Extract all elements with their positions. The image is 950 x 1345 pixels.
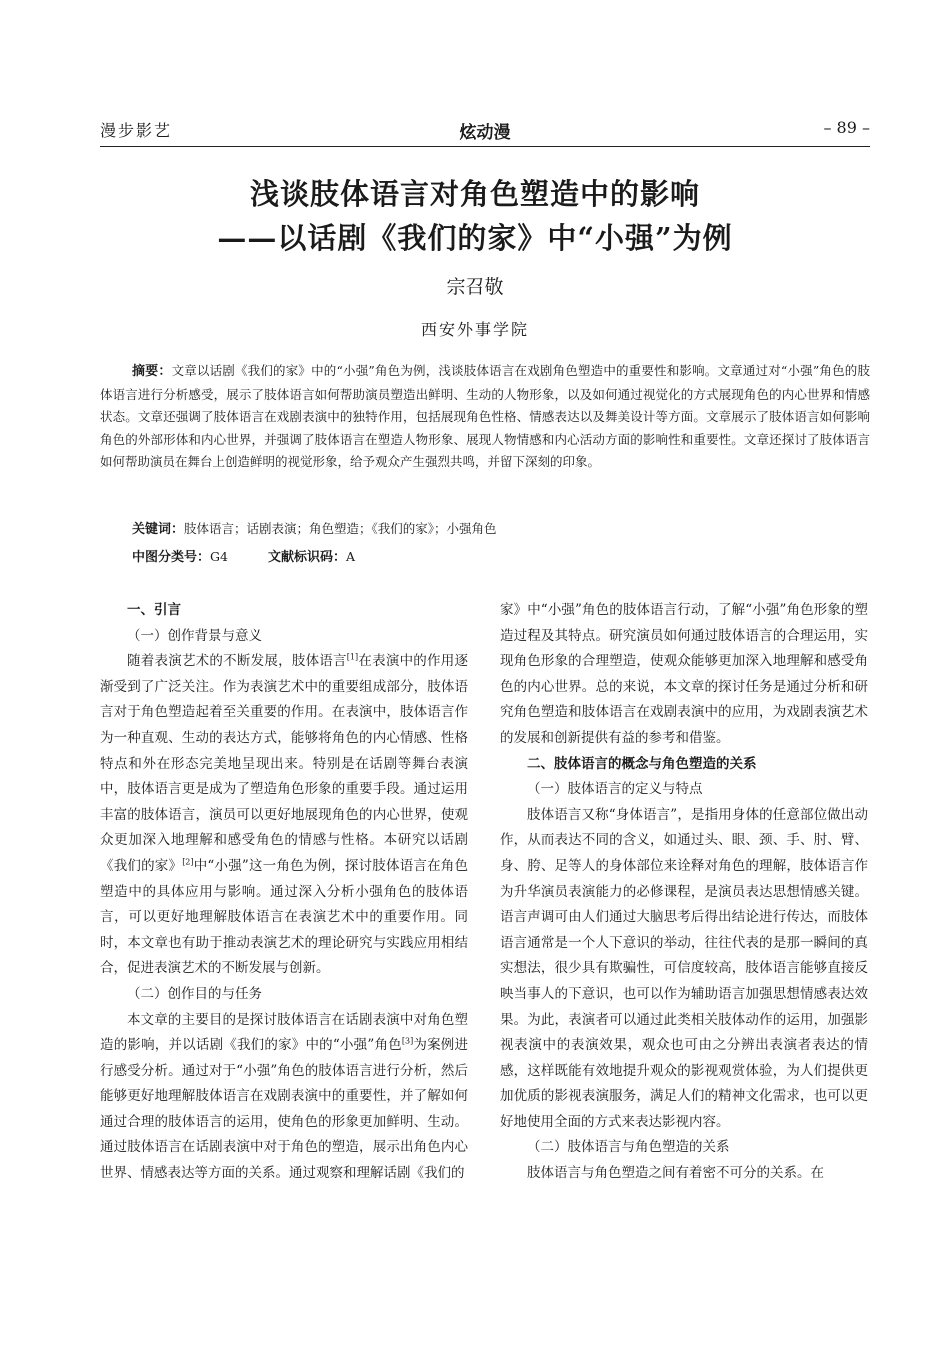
- citation-ref: [3]: [401, 1036, 414, 1046]
- abstract-text: 文章以话剧《我们的家》中的“小强”角色为例，浅谈肢体语言在戏剧角色塑造中的重要性和影响。文章通过对“小强”角色的肢体语言进行分析感受，展示了肢体语言如何帮助演员塑造出鲜明、生动的人物形象，以及如何通过视觉化的方式展现角色的内心世界和情感状态。文章还强调了肢体语言在戏剧表演中的独特作用，包括展现角色性格、情感表达以及舞美设计等方面。文章展示了肢体语言如何影响角色的外部形体和内心世界，并强调了肢体语言在塑造人物形象、展现人物情感和内心活动方面的影响性和重要性。文章还探讨了肢体语言如何帮助演员在舞台上创造鲜明的视觉形象，给予观众产生强烈共鸣，并留下深刻的印象。: [100, 363, 870, 469]
- author-name: 宗召敬: [446, 276, 504, 298]
- subsection-heading-background: （一）创作背景与意义: [127, 627, 262, 644]
- clc-value: G4: [210, 549, 228, 564]
- keywords: [132, 518, 497, 537]
- subsection-heading-definition: （一）肢体语言的定义与特点: [527, 781, 703, 798]
- paragraph: 肢体语言与角色塑造之间有着密不可分的关系。在: [527, 1165, 824, 1182]
- paragraph: 肢体语言又称“身体语言”，是指用身体的任意部位做出动作，从而表达不同的含义，如通过头、眼、颈、手、肘、臂、身、胯、足等人的身体部位来诠释对角色的理解，肢体语言作为升华演员表演能力的必修课程，是演员表达思想情感关键。语言声调可由人们通过大脑思考后得出结论进行传达，而肢体语言通常是一个人下意识的举动，往往代表的是那一瞬间的真实想法，很少具有欺骗性，可信度较高，肢体语言能够直接反映当事人的下意识，也可以作为辅助语言加强思想情感表达效果。为此，表演者可以通过此类相关肢体动作的运用，加强影视表演中的表演效果，观众也可由之分辨出表演者表达的情感，这样既能有效地提升观众的影视观赏体验，为人们提供更加优质的影视表演服务，满足人们的精神文化需求，也可以更好地使用全面的方式来表达影视内容。: [500, 806, 868, 1130]
- author-affiliation: 西安外事学院: [420, 320, 529, 339]
- article-subtitle: ——以话剧《我们的家》中“小强”为例: [217, 221, 733, 255]
- citation-ref: [2]: [182, 857, 194, 867]
- header-journal-name: 炫动漫: [459, 123, 511, 143]
- running-header: [100, 118, 870, 147]
- subsection-heading-relation: （二）肢体语言与角色塑造的关系: [527, 1139, 730, 1156]
- abstract: [100, 360, 870, 474]
- abstract-label: 摘要：: [132, 364, 172, 379]
- header-column-name: 漫步影艺: [100, 121, 173, 140]
- paragraph: 随着表演艺术的不断发展，肢体语言[1]在表演中的作用逐渐受到了广泛关注。作为表演艺术中的重要组成部分，肢体语言对于角色塑造起着至关重要的作用。在表演中，肢体语言作为一种直观、生动的表达方式，能够将角色的内心情感、性格特点和外在形态完美地呈现出来。特别是在话剧等舞台表演中，肢体语言更是成为了塑造角色形象的重要手段。通过运用丰富的肢体语言，演员可以更好地展现角色的内心世界，使观众更加深入地理解和感受角色的情感与性格。本研究以话剧《我们的家》[2]中“小强”这一角色为例，探讨肢体语言在角色塑造中的具体应用与影响。通过深入分析小强角色的肢体语言，可以更好地理解肢体语言在表演艺术中的重要作用。同时，本文章也有助于推动表演艺术的理论研究与实践应用相结合，促进表演艺术的不断发展与创新。: [100, 652, 469, 977]
- body-column-left: [100, 598, 468, 1187]
- paragraph: 本文章的主要目的是探讨肢体语言在话剧表演中对角色塑造的影响，并以话剧《我们的家》中的“小强”角色[3]为案例进行感受分析。通过对于“小强”角色的肢体语言进行分析，然后能够更好地理解肢体语言在戏剧表演中的重要性，并了解如何通过合理的肢体语言的运用，使角色的形象更加鲜明、生动。通过肢体语言在话剧表演中对于角色的塑造，展示出角色内心世界、情感表达等方面的关系。通过观察和理解话剧《我们的: [100, 1011, 468, 1182]
- body-column-right: [500, 598, 868, 1187]
- page-number: – 89 –: [823, 118, 870, 137]
- doc-code-value: A: [345, 549, 356, 564]
- subsection-heading-purpose: （二）创作目的与任务: [127, 985, 262, 1002]
- paragraph: 家》中“小强”角色的肢体语言行动，了解“小强”角色形象的塑造过程及其特点。研究演员如何通过肢体语言的合理运用，实现角色形象的合理塑造，使观众能够更加深入地理解和感受角色的内心世界。总的来说，本文章的探讨任务是通过分析和研究角色塑造和肢体语言在戏剧表演中的应用，为戏剧表演艺术的发展和创新提供有益的参考和借鉴。: [500, 602, 868, 746]
- citation-ref: [1]: [346, 652, 359, 662]
- doc-code-label: 文献标识码：: [267, 550, 346, 565]
- clc-label: 中图分类号：: [132, 550, 211, 565]
- keywords-text: 肢体语言；话剧表演；角色塑造；《我们的家》；小强角色: [184, 521, 497, 536]
- classification-line: [132, 546, 355, 565]
- section-heading-concept: 二、肢体语言的概念与角色塑造的关系: [527, 755, 757, 772]
- keywords-label: 关键词：: [132, 522, 185, 537]
- article-title: 浅谈肢体语言对角色塑造中的影响: [249, 177, 700, 211]
- section-heading-intro: 一、引言: [127, 602, 181, 618]
